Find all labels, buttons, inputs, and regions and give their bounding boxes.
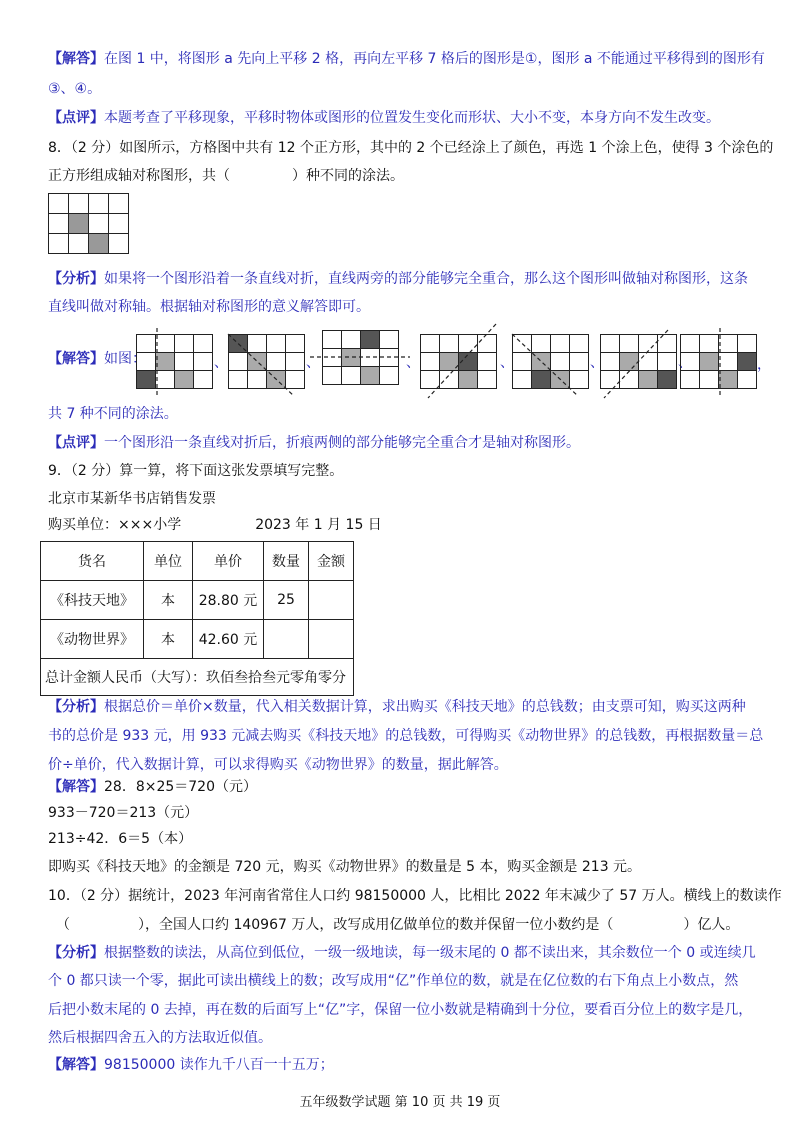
analysis-text: 根据整数的读法，从高位到低位，一级一级地读，每一级末尾的 0 都不读出来，其余数位一个 0 或连续几 (104, 945, 756, 961)
separator: 、 (406, 355, 420, 371)
solution-text: 28．8×25＝720（元） (104, 779, 257, 795)
header-cell: 金额 (309, 542, 354, 581)
solution-grid-2 (228, 334, 305, 389)
invoice-buyer-text: 购买单位：×××小学 (48, 517, 182, 533)
symmetry-axis (316, 324, 416, 394)
review-line (48, 108, 768, 128)
symmetry-axis (414, 328, 504, 398)
header-cell: 货名 (41, 542, 144, 581)
review-text: 一个图形沿一条直线对折后，折痕两侧的部分能够完全重合才是轴对称图形。 (104, 435, 580, 451)
header-cell: 单位 (144, 542, 193, 581)
solution-text: 共 7 种不同的涂法。 (48, 406, 178, 422)
invoice-title (48, 489, 768, 509)
analysis-tag: 【分析】 (48, 699, 104, 715)
analysis-line-cont (48, 1028, 768, 1048)
solution-grid-3 (322, 330, 399, 385)
separator: ， (757, 357, 771, 373)
review-tag: 【点评】 (48, 435, 104, 451)
analysis-text: 书的总价是 933 元，用 933 元减去购买《科技天地》的总钱数，可得购买《动物世界》的总钱数，再根据数量＝总 (48, 728, 764, 744)
analysis-line-cont (48, 971, 768, 991)
table-cell: 本 (144, 581, 193, 620)
table-cell: 28.80 元 (193, 581, 264, 620)
question-text: 正方形组成轴对称图形，共（ (48, 168, 230, 184)
table-cell (309, 581, 354, 620)
invoice-date: 2023 年 1 月 15 日 (255, 517, 382, 533)
answer-tag: 【解答】 (48, 51, 104, 67)
invoice-header-row (41, 542, 354, 581)
symmetry-axis (506, 328, 596, 398)
analysis-line-cont (48, 1000, 768, 1020)
analysis-line-cont (48, 297, 768, 317)
analysis-line (48, 697, 768, 717)
invoice-total-row (41, 659, 354, 696)
solution-grid-1 (136, 334, 213, 389)
question-text: ）亿人。 (683, 917, 740, 933)
question-8 (48, 138, 774, 158)
answer-text: 在图 1 中，将图形 a 先向上平移 2 格，再向左平移 7 格后的图形是①，图形 a 不能通过平移得到的图形有 (104, 51, 765, 67)
invoice-total: 总计金额人民币（大写）：玖佰叁拾叁元零角零分 (41, 659, 354, 696)
table-cell (309, 620, 354, 659)
answer-line (48, 49, 768, 69)
question-text: 8．（2 分）如图所示，方格图中共有 12 个正方形，其中的 2 个已经涂上了颜色，再选 1 个涂上色，使得 3 个涂色的 (48, 140, 774, 156)
analysis-text: 然后根据四舍五入的方法取近似值。 (48, 1030, 272, 1046)
question-text: 9．（2 分）算一算，将下面这张发票填写完整。 (48, 463, 344, 479)
analysis-text: 根据总价＝单价×数量，代入相关数据计算，求出购买《科技天地》的总钱数；由支票可知，购买这两种 (104, 699, 746, 715)
solution-text: 98150000 读作九千八百一十五万； (104, 1057, 334, 1073)
question-10 (48, 886, 782, 906)
question-9 (48, 461, 768, 481)
analysis-line-cont (48, 726, 768, 746)
solution-line-cont (48, 803, 768, 823)
separator: 、 (678, 355, 692, 371)
symmetry-axis (222, 328, 312, 398)
analysis-line (48, 943, 768, 963)
solution-line-cont (48, 404, 768, 424)
solution-line-cont (48, 857, 768, 877)
separator: 、 (306, 355, 320, 371)
invoice-table (40, 541, 354, 696)
analysis-text: 后把小数末尾的 0 去掉，再在数的后面写上“亿”字，保留一位小数就是精确到十分位，要看百分位上的数字是几， (48, 1002, 753, 1018)
table-cell: 25 (264, 581, 309, 620)
solution-tag: 【解答】 (48, 779, 104, 795)
answer-text: ③、④。 (48, 81, 102, 97)
analysis-tag: 【分析】 (48, 271, 104, 287)
question-10-cont (48, 915, 768, 935)
solution-grid-7 (680, 334, 757, 389)
solution-grid-6 (600, 334, 677, 389)
page-footer: 五年级数学试题 第 10 页 共 19 页 (299, 1095, 501, 1110)
answer-line-cont (48, 79, 768, 99)
header-cell: 单价 (193, 542, 264, 581)
table-cell: 本 (144, 620, 193, 659)
table-cell: 《科技天地》 (41, 581, 144, 620)
question-text: ）种不同的涂法。 (292, 168, 404, 184)
table-cell (264, 620, 309, 659)
symmetry-axis (130, 328, 220, 398)
solution-text: 如图： (104, 351, 146, 367)
symmetry-axis (594, 328, 684, 398)
analysis-text: 直线叫做对称轴。根据轴对称图形的意义解答即可。 (48, 299, 370, 315)
analysis-text: 个 0 都只读一个零，据此可读出横线上的数；改写成用“亿”作单位的数，就是在亿位数的右下角点上小数点，然 (48, 973, 739, 989)
analysis-tag: 【分析】 (48, 945, 104, 961)
solution-grid-5 (512, 334, 589, 389)
question-text: （ (56, 917, 70, 933)
invoice-row (41, 620, 354, 659)
solution-grid-4 (420, 334, 497, 389)
solution-text: 933－720＝213（元） (48, 805, 199, 821)
header-cell: 数量 (264, 542, 309, 581)
separator: 、 (500, 355, 514, 371)
question-8-cont (48, 166, 768, 186)
question-text: ），全国人口约 140967 万人，改写成用亿做单位的数并保留一位小数约是（ (138, 917, 614, 933)
solution-line (48, 777, 768, 797)
review-line (48, 433, 768, 453)
solution-text: 即购买《科技天地》的金额是 720 元，购买《动物世界》的数量是 5 本，购买金额是 213 元。 (48, 859, 642, 875)
invoice-title-text: 北京市某新华书店销售发票 (48, 491, 216, 507)
invoice-row (41, 581, 354, 620)
analysis-text: 如果将一个图形沿着一条直线对折，直线两旁的部分能够完全重合，那么这个图形叫做轴对称图形，这条 (104, 271, 748, 287)
invoice-buyer (48, 515, 768, 535)
solution-tag: 【解答】 (48, 1057, 104, 1073)
solution-text: 213÷42．6＝5（本） (48, 831, 193, 847)
solution-line-cont (48, 829, 768, 849)
table-cell: 《动物世界》 (41, 620, 144, 659)
review-text: 本题考查了平移现象，平移时物体或图形的位置发生变化而形状、大小不变，本身方向不发生改变。 (104, 110, 720, 126)
table-cell: 42.60 元 (193, 620, 264, 659)
separator: 、 (214, 355, 228, 371)
solution-line (48, 1055, 768, 1075)
analysis-line-cont (48, 755, 768, 775)
analysis-line (48, 269, 768, 289)
separator: 、 (590, 355, 604, 371)
symmetry-axis (674, 328, 764, 398)
question-text: 10．（2 分）据统计，2023 年河南省常住人口约 98150000 人，比相比 2022 年末减少了 57 万人。横线上的数读作 (48, 888, 782, 904)
solution-tag: 【解答】 (48, 351, 104, 367)
question-grid (48, 193, 129, 254)
review-tag: 【点评】 (48, 110, 104, 126)
analysis-text: 价÷单价，代入数据计算，可以求得购买《动物世界》的数量，据此解答。 (48, 757, 508, 773)
